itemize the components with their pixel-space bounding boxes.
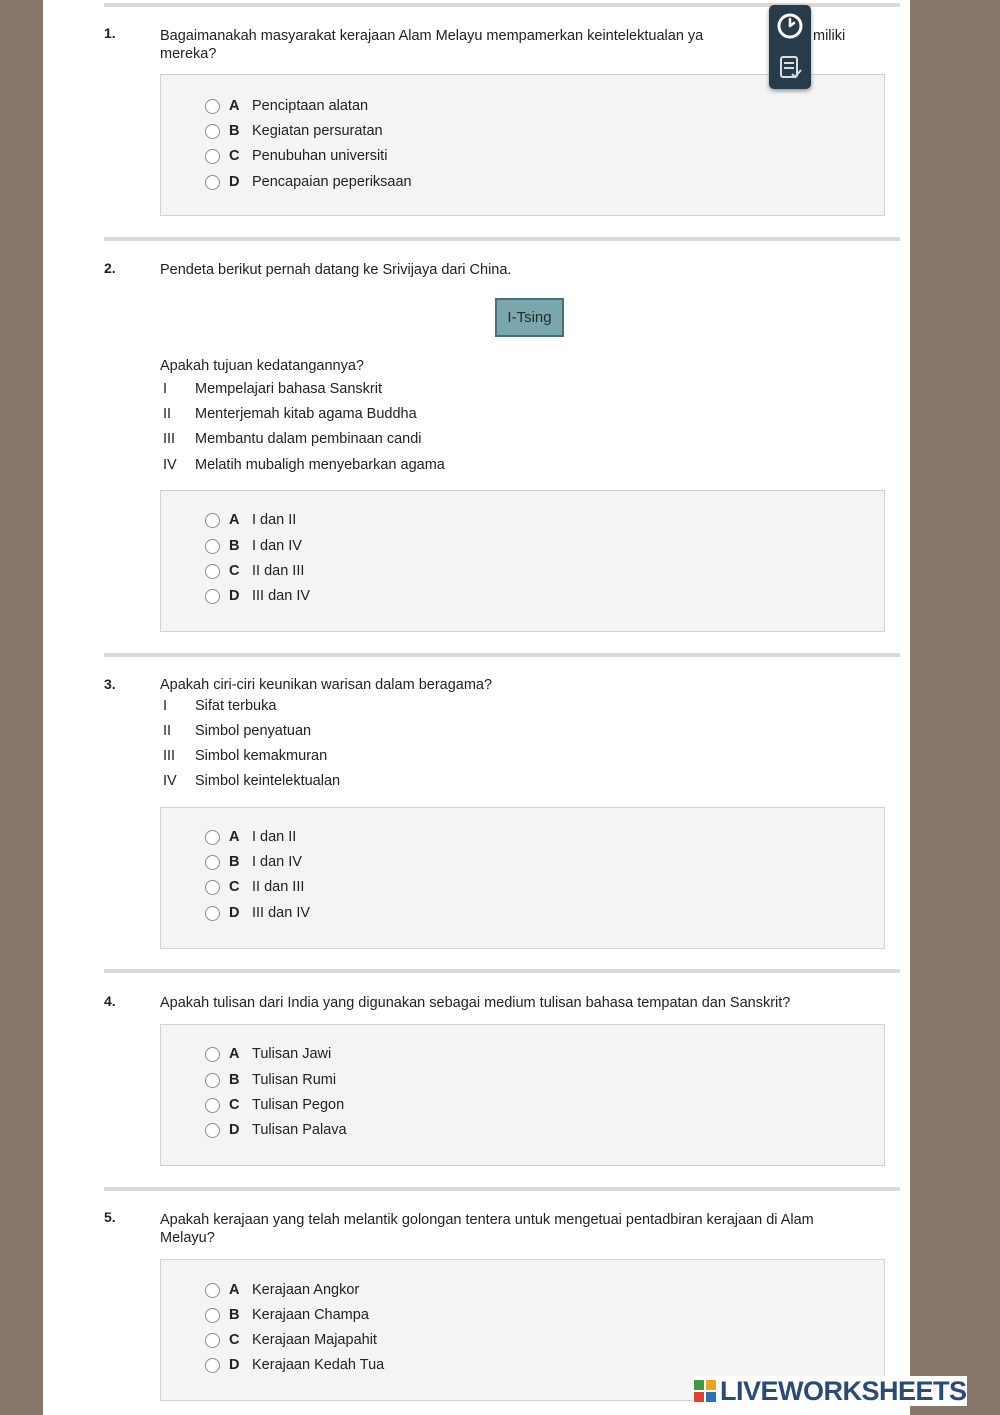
option-text: Tulisan Palava: [252, 1122, 347, 1138]
answer-options-box: [160, 807, 885, 949]
answer-option-a[interactable]: [205, 827, 296, 847]
question-number: 5.: [104, 1209, 116, 1225]
statement-item: [163, 747, 327, 765]
question-text-line: Bagaimanakah masyarakat kerajaan Alam Melayu mempamerkan keintelektualan ya: [160, 28, 704, 44]
answer-option-a[interactable]: [205, 510, 296, 530]
radio-button[interactable]: [205, 1047, 220, 1062]
option-text: Tulisan Rumi: [252, 1072, 337, 1088]
option-letter: C: [229, 1332, 240, 1348]
question-number: 4.: [104, 993, 116, 1009]
radio-button[interactable]: [205, 175, 220, 190]
radio-button[interactable]: [205, 149, 220, 164]
option-text: Tulisan Pegon: [252, 1097, 345, 1113]
option-text: I dan II: [252, 512, 297, 528]
answer-option-c[interactable]: [205, 1330, 377, 1350]
question-text-line: Melayu?: [160, 1230, 215, 1246]
answer-option-a[interactable]: [205, 1044, 331, 1064]
answer-option-c[interactable]: [205, 561, 304, 581]
statement-numeral: I: [163, 698, 168, 714]
question-number: 3.: [104, 676, 116, 692]
option-letter: D: [229, 174, 240, 190]
statement-text: Simbol keintelektualan: [195, 773, 341, 789]
answer-option-d[interactable]: [205, 1120, 347, 1140]
option-letter: B: [229, 1307, 240, 1323]
statement-numeral: III: [163, 431, 176, 447]
question-text: Apakah tulisan dari India yang digunakan sebagai medium tulisan bahasa tempatan dan Sanskrit?: [160, 995, 791, 1011]
radio-button[interactable]: [205, 1123, 220, 1138]
statement-numeral: IV: [163, 457, 177, 473]
option-letter: D: [229, 1122, 240, 1138]
statement-item: [163, 430, 422, 448]
option-letter: D: [229, 1357, 240, 1373]
answer-options-box: [160, 490, 885, 632]
option-text: I dan IV: [252, 538, 302, 554]
option-text: Tulisan Jawi: [252, 1046, 332, 1062]
question-text-line: Apakah kerajaan yang telah melantik golongan tentera untuk mengetuai pentadbiran kerajaan di Alam: [160, 1212, 814, 1228]
answer-options-box: [160, 1024, 885, 1166]
worksheet-page: [43, 0, 910, 1415]
radio-button[interactable]: [205, 1358, 220, 1373]
statement-item: [163, 405, 417, 423]
statement-numeral: II: [163, 406, 172, 422]
answer-option-b[interactable]: [205, 121, 383, 141]
radio-button[interactable]: [205, 1333, 220, 1348]
answer-option-c[interactable]: [205, 1095, 344, 1115]
radio-button[interactable]: [205, 906, 220, 921]
option-text: Kerajaan Kedah Tua: [252, 1357, 385, 1373]
option-text: Kegiatan persuratan: [252, 123, 383, 139]
question-text-tail: miliki: [813, 28, 846, 44]
question-divider: [104, 653, 900, 657]
statement-text: Melatih mubaligh menyebarkan agama: [195, 457, 445, 473]
option-letter: D: [229, 588, 240, 604]
option-text: III dan IV: [252, 588, 311, 604]
statement-item: [163, 697, 276, 715]
term-box: I-Tsing: [495, 298, 564, 337]
option-letter: C: [229, 563, 240, 579]
answer-option-d[interactable]: [205, 903, 310, 923]
answer-option-a[interactable]: [205, 96, 368, 116]
statement-item: [163, 722, 311, 740]
option-text: Kerajaan Champa: [252, 1307, 369, 1323]
answer-option-d[interactable]: [205, 172, 412, 192]
radio-button[interactable]: [205, 124, 220, 139]
option-text: Pencapaian peperiksaan: [252, 174, 412, 190]
option-letter: A: [229, 1046, 240, 1062]
question-text: Pendeta berikut pernah datang ke Srivijaya dari China.: [160, 262, 512, 278]
radio-button[interactable]: [205, 880, 220, 895]
answer-option-b[interactable]: [205, 536, 302, 556]
question-text: [160, 1211, 900, 1247]
answer-option-d[interactable]: [205, 1355, 384, 1375]
statement-item: [163, 772, 340, 790]
option-letter: D: [229, 905, 240, 921]
timer-icon[interactable]: [775, 11, 805, 41]
question-divider: [104, 1187, 900, 1191]
answer-options-box: [160, 74, 885, 216]
question-text: Apakah ciri-ciri keunikan warisan dalam beragama?: [160, 677, 493, 693]
radio-button[interactable]: [205, 1308, 220, 1323]
floating-toolbar: [769, 5, 811, 89]
brand-name: LIVEWORKSHEETS: [720, 1375, 967, 1406]
radio-button[interactable]: [205, 513, 220, 528]
answer-option-a[interactable]: [205, 1280, 359, 1300]
option-letter: A: [229, 98, 240, 114]
question-divider: [104, 237, 900, 241]
statement-text: Sifat terbuka: [195, 698, 277, 714]
statement-numeral: I: [163, 381, 168, 397]
statement-text: Mempelajari bahasa Sanskrit: [195, 381, 382, 397]
radio-button[interactable]: [205, 1283, 220, 1298]
option-text: Kerajaan Angkor: [252, 1282, 360, 1298]
option-text: II dan III: [252, 879, 305, 895]
radio-button[interactable]: [205, 1098, 220, 1113]
answer-option-b[interactable]: [205, 1070, 336, 1090]
brand-logo: [693, 1376, 967, 1406]
radio-button[interactable]: [205, 99, 220, 114]
radio-button[interactable]: [205, 564, 220, 579]
liveworksheets-logo-icon: [693, 1379, 717, 1403]
answer-option-d[interactable]: [205, 586, 310, 606]
statement-text: Simbol penyatuan: [195, 723, 312, 739]
option-letter: B: [229, 854, 240, 870]
option-text: Penubuhan universiti: [252, 148, 388, 164]
answer-option-c[interactable]: [205, 877, 304, 897]
option-letter: A: [229, 1282, 240, 1298]
option-letter: C: [229, 879, 240, 895]
statement-item: [163, 380, 382, 398]
option-letter: A: [229, 512, 240, 528]
answer-option-c[interactable]: [205, 146, 387, 166]
statement-numeral: III: [163, 748, 176, 764]
option-text: Kerajaan Majapahit: [252, 1332, 377, 1348]
option-letter: A: [229, 829, 240, 845]
statement-text: Membantu dalam pembinaan candi: [195, 431, 422, 447]
radio-button[interactable]: [205, 1073, 220, 1088]
statement-numeral: II: [163, 723, 172, 739]
answer-option-b[interactable]: [205, 1305, 369, 1325]
question-number: 1.: [104, 25, 116, 41]
radio-button[interactable]: [205, 589, 220, 604]
option-text: Penciptaan alatan: [252, 98, 369, 114]
statement-text: Menterjemah kitab agama Buddha: [195, 406, 417, 422]
option-letter: B: [229, 1072, 240, 1088]
option-letter: B: [229, 123, 240, 139]
radio-button[interactable]: [205, 830, 220, 845]
radio-button[interactable]: [205, 539, 220, 554]
statement-item: [163, 456, 445, 474]
option-text: I dan IV: [252, 854, 302, 870]
option-letter: C: [229, 1097, 240, 1113]
option-text: II dan III: [252, 563, 305, 579]
option-letter: B: [229, 538, 240, 554]
question-prompt: Apakah tujuan kedatangannya?: [160, 358, 364, 374]
question-text-line: mereka?: [160, 46, 217, 62]
option-letter: C: [229, 148, 240, 164]
statement-text: Simbol kemakmuran: [195, 748, 328, 764]
statement-numeral: IV: [163, 773, 177, 789]
question-number: 2.: [104, 260, 116, 276]
question-divider: [104, 969, 900, 973]
checklist-icon[interactable]: [775, 52, 805, 82]
option-text: I dan II: [252, 829, 297, 845]
option-text: III dan IV: [252, 905, 311, 921]
answer-option-b[interactable]: [205, 852, 302, 872]
radio-button[interactable]: [205, 855, 220, 870]
